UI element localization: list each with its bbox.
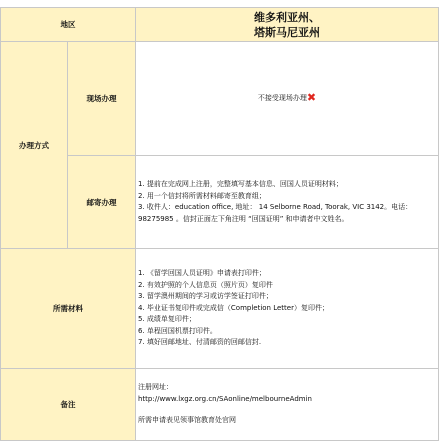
onsite-value-cell: [136, 42, 439, 156]
notes-register-label: 注册网址：: [138, 383, 173, 392]
region-value-cell: [136, 8, 439, 42]
mail-label-cell: [68, 156, 136, 249]
material-item-3: 3. 留学澳州期间的学习或访学签证打印件；: [138, 292, 273, 301]
region-row: [1, 8, 439, 42]
method-label: 办理方式: [19, 140, 49, 150]
region-label-cell: [1, 8, 136, 42]
info-table: [0, 7, 439, 441]
cross-mark-icon: ✖: [306, 91, 317, 105]
materials-label: 所需材料: [53, 304, 83, 313]
materials-value-cell: [136, 249, 439, 369]
notes-label-cell: [1, 369, 136, 441]
mail-label: 邮寄办理: [86, 197, 117, 207]
notes-register-url[interactable]: http://www.lxgz.org.cn/SAonline/melbourneAdmin: [138, 394, 312, 403]
materials-row: [1, 249, 439, 369]
materials-label-cell: [1, 249, 136, 369]
onsite-text: 不接受现场办理: [257, 94, 307, 103]
material-item-5: 5. 成绩单复印件；: [138, 315, 196, 324]
material-item-6: 6. 单程回国机票打印件。: [138, 326, 217, 335]
material-item-4: 4. 毕业证书复印件或完成信（Completion Letter）复印件；: [138, 303, 329, 312]
onsite-label: 现场办理: [86, 94, 117, 103]
mail-value-cell: [136, 156, 439, 249]
mail-step-1: 1. 提前在完成网上注册，完整填写基本信息、回国人员证明材料；: [138, 180, 343, 188]
onsite-row: [1, 42, 439, 156]
mail-step-2: 2. 用一个信封将所需材料邮寄至教育组；: [138, 191, 266, 200]
notes-value-cell: [136, 369, 439, 441]
onsite-label-cell: [68, 42, 136, 156]
notes-spacer: [138, 405, 436, 415]
material-item-2: 2. 有效护照的个人信息页（照片页）复印件: [138, 280, 273, 289]
notes-form-hint: 所需申请表见领事馆教育处官网: [138, 416, 236, 425]
region-value-line2: 塔斯马尼亚州: [254, 25, 320, 39]
notes-row: [1, 369, 439, 441]
material-item-1: 1. 《留学回国人员证明》申请表打印件；: [138, 269, 266, 278]
mail-step-3: 3. 收件人：education office, 地址： 14 Selborne Road, Toorak, VIC 3142。电话：98275985 。信封正面左下角注明 “回国证明” 和申请者中文姓名。: [138, 203, 413, 223]
material-item-7: 7. 填好回邮地址、付清邮资的回邮信封.: [138, 338, 262, 347]
region-label: 地区: [60, 20, 76, 29]
notes-label: 备注: [60, 400, 76, 409]
method-label-cell: [1, 42, 68, 249]
region-value-line1: 维多利亚州、: [254, 10, 320, 24]
